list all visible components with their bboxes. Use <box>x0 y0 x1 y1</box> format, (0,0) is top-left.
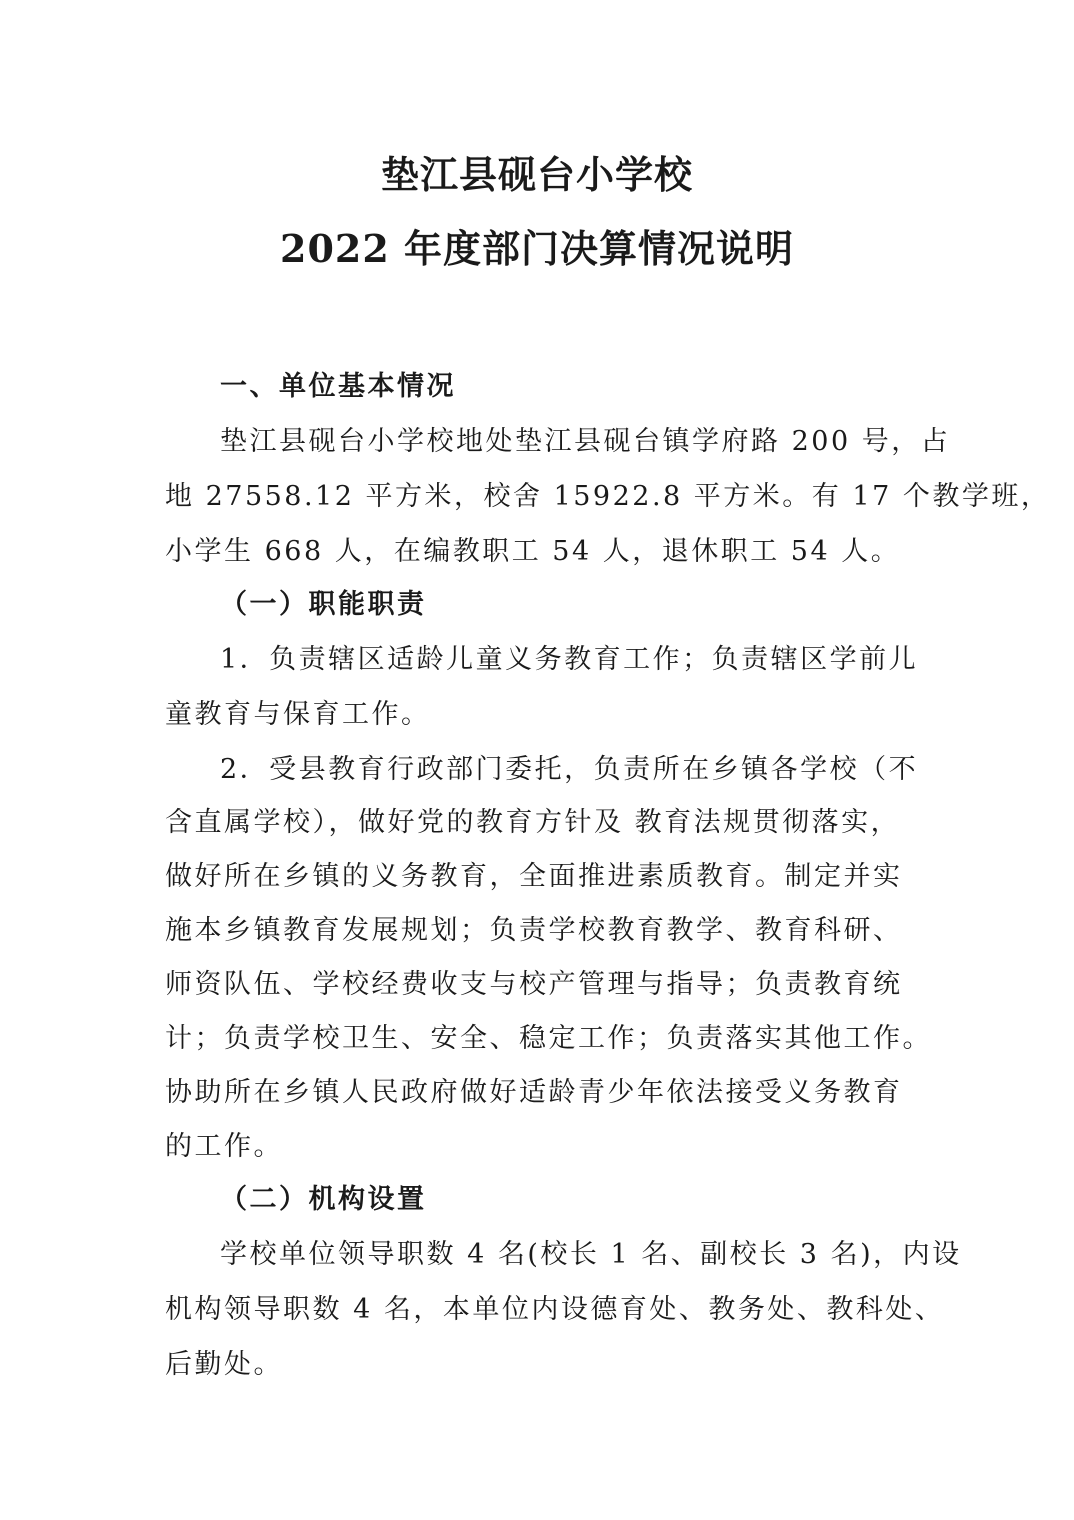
paragraph-line: 后勤处。 <box>165 1349 283 1380</box>
paragraph-line: 地 27558.12 平方米，校舍 15922.8 平方米。有 17 个教学班， <box>165 481 1051 512</box>
paragraph-line: 师资队伍、学校经费收支与校产管理与指导；负责教育统 <box>165 969 903 1000</box>
paragraph-line: 计；负责学校卫生、安全、稳定工作；负责落实其他工作。 <box>165 1023 932 1054</box>
paragraph-line: 2．受县教育行政部门委托，负责所在乡镇各学校（不 <box>220 754 919 785</box>
section-heading-basic-info: 一、单位基本情况 <box>220 371 456 402</box>
document-title-school: 垫江县砚台小学校 <box>380 152 693 197</box>
paragraph-line: 的工作。 <box>165 1131 283 1162</box>
paragraph-line: 垫江县砚台小学校地处垫江县砚台镇学府路 200 号，占 <box>220 426 951 457</box>
paragraph-line: 童教育与保育工作。 <box>165 699 431 730</box>
document-title-report: 2022 年度部门决算情况说明 <box>280 226 794 271</box>
paragraph-line: 1．负责辖区适龄儿童义务教育工作；负责辖区学前儿 <box>220 644 919 675</box>
paragraph-line: 做好所在乡镇的义务教育，全面推进素质教育。制定并实 <box>165 861 903 892</box>
paragraph-line: 学校单位领导职数 4 名(校长 1 名、副校长 3 名)，内设 <box>220 1239 962 1270</box>
paragraph-line: 施本乡镇教育发展规划；负责学校教育教学、教育科研、 <box>165 915 903 946</box>
paragraph-line: 小学生 668 人，在编教职工 54 人，退休职工 54 人。 <box>165 536 901 567</box>
subsection-heading-duties: （一）职能职责 <box>220 589 427 620</box>
paragraph-line: 机构领导职数 4 名，本单位内设德育处、教务处、教科处、 <box>165 1294 945 1325</box>
paragraph-line: 协助所在乡镇人民政府做好适龄青少年依法接受义务教育 <box>165 1077 903 1108</box>
subsection-heading-organization: （二）机构设置 <box>220 1184 427 1215</box>
paragraph-line: 含直属学校），做好党的教育方针及 教育法规贯彻落实， <box>165 807 901 838</box>
